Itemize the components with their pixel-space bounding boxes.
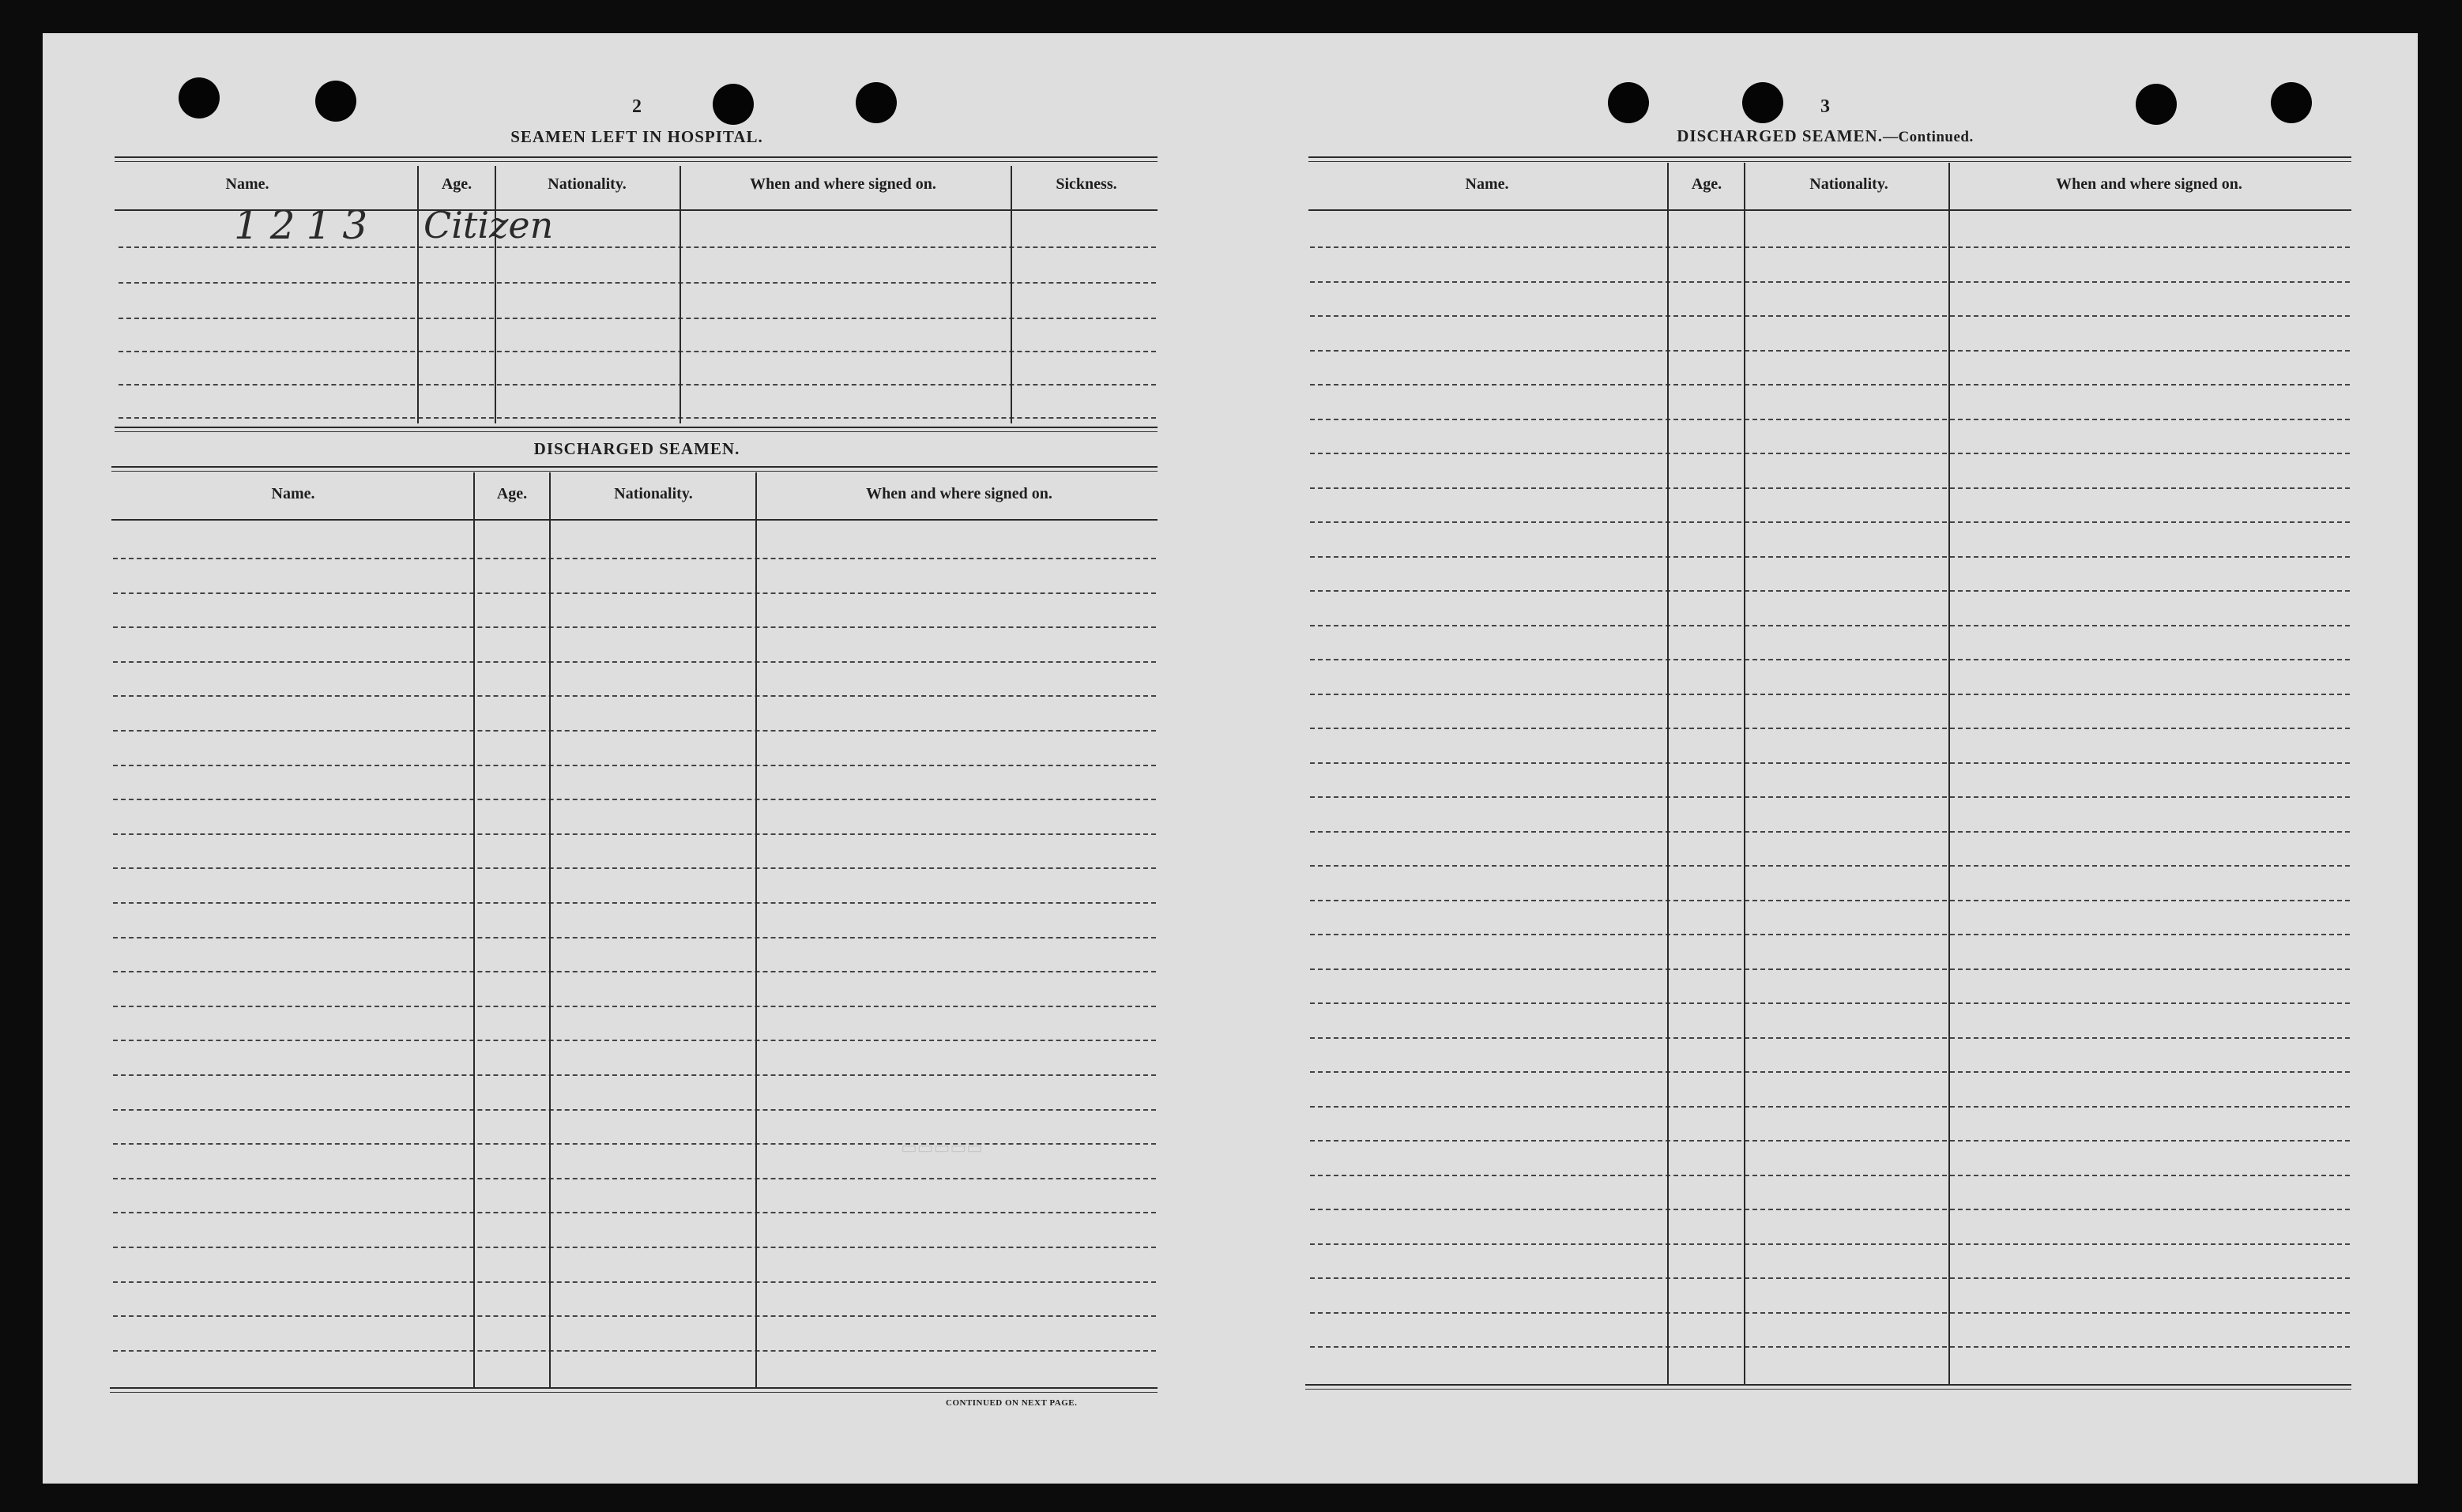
hospital-col-nationality: Nationality.	[548, 175, 627, 193]
ruled-row-line	[1310, 900, 2350, 901]
continued-footer: CONTINUED ON NEXT PAGE.	[946, 1398, 1078, 1408]
ruled-row-line	[113, 867, 1156, 869]
punch-hole	[1608, 82, 1649, 123]
right-bottom-rule	[1305, 1384, 2351, 1386]
hospital-row-line	[119, 282, 1156, 284]
discharged-col-divider	[473, 472, 475, 1389]
ruled-row-line	[1310, 659, 2350, 660]
right-top-rule-inner	[1308, 161, 2351, 162]
discharged-header-rule	[111, 519, 1158, 521]
ruled-row-line	[113, 592, 1156, 594]
ruled-row-line	[1310, 1002, 2350, 1004]
discharged-col-nationality: Nationality.	[614, 485, 693, 502]
hospital-col-divider	[417, 166, 419, 423]
right-bottom-rule-inner	[1305, 1389, 2351, 1390]
ruled-row-line	[1310, 1312, 2350, 1314]
right-section-title	[1677, 126, 1973, 146]
ruled-row-line	[1310, 453, 2350, 454]
ruled-row-line	[1310, 1037, 2350, 1039]
ruled-row-line	[113, 695, 1156, 697]
discharged-col-age: Age.	[496, 485, 528, 502]
ruled-row-line	[113, 765, 1156, 766]
hospital-col-divider	[679, 166, 681, 423]
handwritten-name: 1213	[234, 202, 379, 248]
hospital-col-name: Name.	[225, 175, 269, 193]
ruled-row-line	[1310, 281, 2350, 283]
ruled-row-line	[113, 730, 1156, 732]
discharged-col-name: Name.	[271, 485, 315, 502]
ruled-row-line	[1310, 246, 2350, 248]
right-col-when-where: When and where signed on.	[2056, 175, 2242, 193]
punch-hole	[179, 77, 220, 118]
ruled-row-line	[113, 558, 1156, 559]
ruled-row-line	[1310, 1175, 2350, 1176]
hospital-col-age: Age.	[441, 175, 472, 193]
hospital-bottom-rule-inner	[115, 431, 1158, 432]
ruled-row-line	[113, 661, 1156, 663]
ruled-row-line	[1310, 865, 2350, 867]
ruled-row-line	[1310, 796, 2350, 798]
ruled-row-line	[1310, 556, 2350, 558]
ruled-row-line	[1310, 969, 2350, 970]
right-col-divider	[1744, 163, 1745, 1384]
ruled-row-line	[1310, 419, 2350, 420]
hospital-bottom-rule	[115, 427, 1158, 428]
punch-hole	[2271, 82, 2312, 123]
ruled-row-line	[1310, 590, 2350, 592]
ruled-row-line	[1310, 521, 2350, 523]
discharged-bottom-rule	[110, 1387, 1158, 1389]
hospital-row-line	[119, 351, 1156, 352]
right-col-divider	[1667, 163, 1669, 1384]
ruled-row-line	[1310, 384, 2350, 386]
discharged-col-divider	[549, 472, 551, 1389]
ruled-row-line	[1310, 831, 2350, 833]
ruled-row-line	[113, 626, 1156, 628]
ruled-row-line	[1310, 694, 2350, 695]
right-title-suffix: —Continued.	[1882, 129, 1974, 145]
right-col-age: Age.	[1691, 175, 1722, 193]
punch-hole	[2136, 84, 2177, 125]
hospital-col-divider	[1011, 166, 1012, 423]
ruled-row-line	[113, 1247, 1156, 1248]
ruled-row-line	[113, 1040, 1156, 1041]
page-number-right: 3	[1820, 96, 1830, 117]
ruled-row-line	[1310, 1209, 2350, 1210]
ruled-row-line	[1310, 1277, 2350, 1279]
page-number-left: 2	[632, 96, 642, 117]
discharged-top-rule-inner	[111, 471, 1158, 472]
ruled-row-line	[1310, 934, 2350, 935]
right-top-rule	[1308, 156, 2351, 158]
right-title-main: DISCHARGED SEAMEN.	[1677, 126, 1883, 145]
discharged-bottom-rule-inner	[110, 1392, 1158, 1393]
discharged-col-when-where: When and where signed on.	[866, 485, 1052, 502]
right-col-nationality: Nationality.	[1809, 175, 1888, 193]
ruled-row-line	[113, 833, 1156, 835]
ruled-row-line	[1310, 1071, 2350, 1073]
right-header-rule	[1308, 209, 2351, 211]
ruled-row-line	[113, 1143, 1156, 1145]
ruled-row-line	[113, 1315, 1156, 1317]
ruled-row-line	[1310, 1140, 2350, 1142]
ruled-row-line	[113, 1178, 1156, 1179]
ruled-row-line	[1310, 350, 2350, 352]
hospital-row-line	[119, 318, 1156, 319]
hospital-col-when-where: When and where signed on.	[750, 175, 936, 193]
hospital-col-sickness: Sickness.	[1056, 175, 1117, 193]
ruled-row-line	[113, 902, 1156, 904]
hospital-top-rule-inner	[115, 161, 1158, 162]
bleed-through-stamp: ▭▭▭▭▭	[901, 1138, 983, 1157]
hospital-row-line	[119, 384, 1156, 386]
punch-hole	[1742, 82, 1783, 123]
right-col-name: Name.	[1465, 175, 1509, 193]
ruled-row-line	[113, 1212, 1156, 1213]
ruled-row-line	[113, 1074, 1156, 1076]
ruled-row-line	[113, 1350, 1156, 1352]
punch-hole	[315, 81, 356, 122]
ruled-row-line	[113, 799, 1156, 800]
discharged-col-divider	[755, 472, 757, 1389]
discharged-top-rule	[111, 466, 1158, 468]
ruled-row-line	[113, 1006, 1156, 1007]
ruled-row-line	[1310, 762, 2350, 764]
ruled-row-line	[1310, 625, 2350, 626]
handwritten-nationality: Citizen	[424, 204, 554, 246]
discharged-section-title: DISCHARGED SEAMEN.	[533, 439, 740, 458]
punch-hole	[856, 82, 897, 123]
ruled-row-line	[1310, 487, 2350, 489]
hospital-row-line	[119, 417, 1156, 419]
ruled-row-line	[113, 937, 1156, 938]
ruled-row-line	[1310, 728, 2350, 729]
ruled-row-line	[113, 1109, 1156, 1111]
ruled-row-line	[1310, 1243, 2350, 1245]
punch-hole	[713, 84, 754, 125]
hospital-top-rule	[115, 156, 1158, 158]
ruled-row-line	[1310, 1346, 2350, 1348]
ruled-row-line	[1310, 1106, 2350, 1108]
ledger-sheet	[43, 33, 2418, 1484]
hospital-section-title: SEAMEN LEFT IN HOSPITAL.	[510, 127, 763, 146]
ruled-row-line	[113, 971, 1156, 972]
ruled-row-line	[1310, 315, 2350, 317]
right-col-divider	[1948, 163, 1950, 1384]
ruled-row-line	[113, 1281, 1156, 1283]
